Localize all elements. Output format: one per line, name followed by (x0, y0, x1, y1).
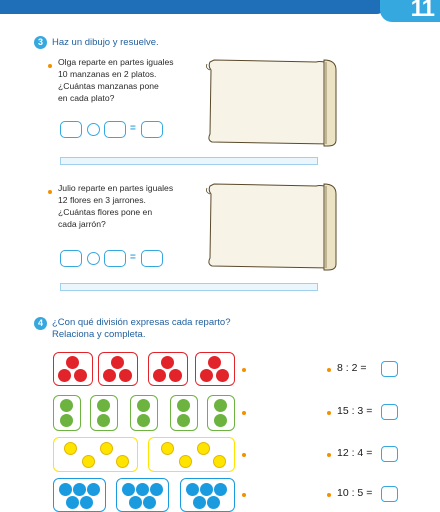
red-dot (74, 369, 87, 382)
red-dot (200, 369, 213, 382)
blue-dot (186, 483, 199, 496)
division-4: 10 : 5 = (337, 487, 373, 499)
green-dot (60, 399, 73, 412)
blue-dot (80, 496, 93, 509)
red-dot (161, 356, 174, 369)
match-dot-left-1[interactable] (242, 368, 246, 372)
problem-1-bullet (48, 64, 52, 68)
red-dot (208, 356, 221, 369)
problem-2-bullet (48, 190, 52, 194)
equals-sign-1: = (130, 123, 136, 134)
yellow-dot (100, 442, 113, 455)
exercise-3-title: Haz un dibujo y resuelve. (52, 37, 159, 48)
match-dot-left-2[interactable] (242, 411, 246, 415)
drawing-scroll-1[interactable] (204, 56, 342, 148)
green-group-3 (130, 395, 158, 431)
blue-group-1 (53, 478, 106, 512)
yellow-dot (161, 442, 174, 455)
green-dot (137, 414, 150, 427)
yellow-dot (197, 442, 210, 455)
red-group-1 (53, 352, 93, 386)
red-dot (119, 369, 132, 382)
green-group-4 (170, 395, 198, 431)
red-group-4 (195, 352, 235, 386)
yellow-group-2 (148, 437, 235, 472)
red-dot (66, 356, 79, 369)
red-dot (103, 369, 116, 382)
yellow-dot (82, 455, 95, 468)
blue-dot (193, 496, 206, 509)
green-dot (97, 414, 110, 427)
red-dot (153, 369, 166, 382)
page-number: 11 (380, 0, 440, 22)
answer-box-dividend-1[interactable] (60, 121, 82, 138)
header-bar (0, 0, 384, 14)
blue-dot (136, 483, 149, 496)
blue-dot (66, 496, 79, 509)
division-answer-box-4[interactable] (381, 486, 398, 502)
blue-dot (214, 483, 227, 496)
division-1: 8 : 2 = (337, 362, 367, 374)
exercise-4-number: 4 (34, 317, 47, 330)
green-dot (214, 399, 227, 412)
red-dot (169, 369, 182, 382)
match-dot-right-2[interactable] (327, 411, 331, 415)
blue-dot (150, 483, 163, 496)
yellow-dot (179, 455, 192, 468)
red-dot (216, 369, 229, 382)
exercise-3-number: 3 (34, 36, 47, 49)
answer-box-dividend-2[interactable] (60, 250, 82, 267)
match-dot-left-3[interactable] (242, 453, 246, 457)
operator-circle-1[interactable] (87, 123, 100, 136)
yellow-dot (64, 442, 77, 455)
blue-dot (73, 483, 86, 496)
match-dot-right-3[interactable] (327, 453, 331, 457)
green-dot (214, 414, 227, 427)
green-dot (177, 414, 190, 427)
blue-dot (87, 483, 100, 496)
blue-group-3 (180, 478, 235, 512)
blue-dot (207, 496, 220, 509)
division-3: 12 : 4 = (337, 447, 373, 459)
yellow-dot (213, 455, 226, 468)
division-answer-box-1[interactable] (381, 361, 398, 377)
division-answer-box-3[interactable] (381, 446, 398, 462)
answer-box-result-2[interactable] (141, 250, 163, 267)
green-dot (137, 399, 150, 412)
blue-group-2 (116, 478, 169, 512)
green-dot (177, 399, 190, 412)
green-group-5 (207, 395, 235, 431)
equals-sign-2: = (130, 252, 136, 263)
blue-dot (129, 496, 142, 509)
operator-circle-2[interactable] (87, 252, 100, 265)
red-group-2 (98, 352, 138, 386)
answer-box-result-1[interactable] (141, 121, 163, 138)
red-dot (58, 369, 71, 382)
yellow-dot (116, 455, 129, 468)
green-group-1 (53, 395, 81, 431)
red-group-3 (148, 352, 188, 386)
blue-dot (59, 483, 72, 496)
problem-2-text: Julio reparte en partes iguales 12 flores en 3 jarrones. ¿Cuántas flores pone en cada jarrón? (58, 183, 174, 229)
blue-dot (200, 483, 213, 496)
answer-line-2[interactable] (60, 283, 318, 291)
green-dot (97, 399, 110, 412)
match-dot-right-1[interactable] (327, 368, 331, 372)
blue-dot (143, 496, 156, 509)
problem-1-text: Olga reparte en partes iguales 10 manzanas en 2 platos. ¿Cuántas manzanas pone en cada plato? (58, 57, 174, 103)
drawing-scroll-2[interactable] (204, 180, 342, 272)
exercise-4-title: ¿Con qué división expresas cada reparto? Relaciona y completa. (52, 317, 231, 340)
answer-box-divisor-2[interactable] (104, 250, 126, 267)
red-dot (111, 356, 124, 369)
match-dot-left-4[interactable] (242, 493, 246, 497)
blue-dot (122, 483, 135, 496)
answer-line-1[interactable] (60, 157, 318, 165)
division-2: 15 : 3 = (337, 405, 373, 417)
answer-box-divisor-1[interactable] (104, 121, 126, 138)
green-dot (60, 414, 73, 427)
match-dot-right-4[interactable] (327, 493, 331, 497)
green-group-2 (90, 395, 118, 431)
division-answer-box-2[interactable] (381, 404, 398, 420)
yellow-group-1 (53, 437, 138, 472)
